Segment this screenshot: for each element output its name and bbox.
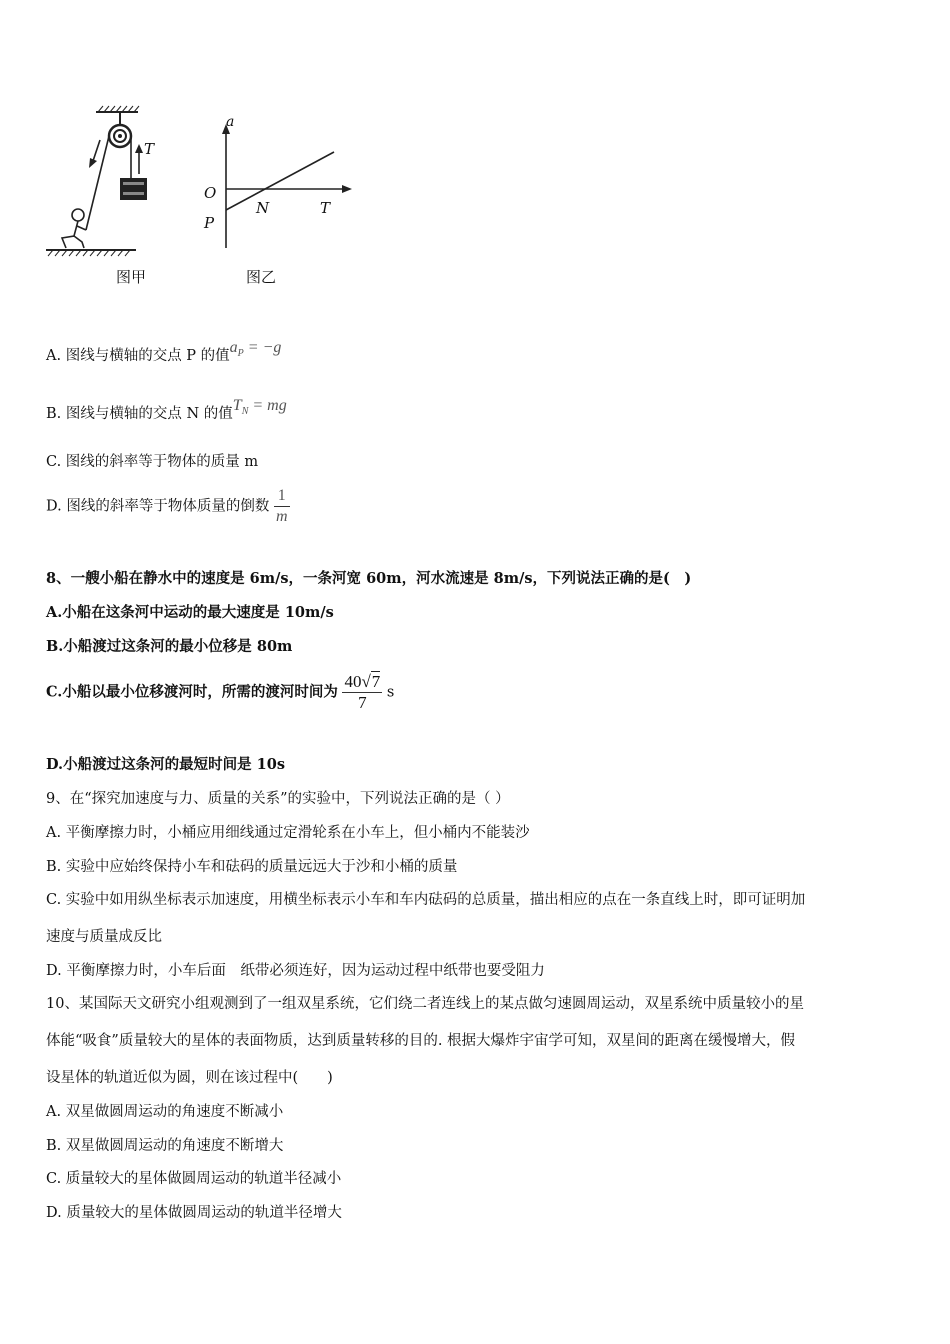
- q8-option-c-unit: s: [386, 684, 395, 701]
- q9-option-b: B. 实验中应始终保持小车和砝码的质量远远大于沙和小桶的质量: [46, 859, 458, 875]
- q7-option-d-fraction: [274, 486, 290, 527]
- figure-caption-left: 图甲: [116, 268, 147, 286]
- q7-option-b-formula: [232, 397, 287, 418]
- q10-option-b: B. 双星做圆周运动的角速度不断增大: [46, 1138, 284, 1154]
- fraction-numerator: 1: [274, 486, 290, 507]
- figure-caption-right: 图乙: [246, 268, 277, 286]
- numerator-radicand: 7: [371, 672, 381, 691]
- q9-option-d: D. 平衡摩擦力时，小车后面 纸带必须连好，因为运动过程中纸带也要受阻力: [46, 963, 545, 979]
- q7-option-c: C. 图线的斜率等于物体的质量 m: [46, 454, 259, 470]
- q8-option-b: B.小船渡过这条河的最小位移是 80m: [46, 638, 293, 655]
- q8-option-c: [46, 672, 394, 713]
- q9-stem: 9、在“探究加速度与力、质量的关系”的实验中，下列说法正确的是（ ）: [46, 791, 510, 807]
- origin-label: O: [204, 184, 217, 202]
- q7-option-b: [46, 397, 287, 430]
- q7-option-d: [46, 486, 290, 527]
- fraction-denominator: m: [275, 508, 288, 525]
- q9-option-c-line1: C. 实验中如用纵坐标表示加速度，用横坐标表示小车和车内砝码的总质量，描出相应的点在一条直线上时，即可证明加: [46, 892, 806, 908]
- formula-main: a: [229, 339, 238, 356]
- q10-stem-line3: 设星体的轨道近似为圆，则在该过程中( ): [46, 1070, 333, 1086]
- axis-t-label: T: [320, 199, 331, 217]
- formula-sub: N: [241, 406, 249, 418]
- q7-option-a-formula: [229, 339, 282, 360]
- numerator-coefficient: 40: [344, 672, 362, 691]
- q9-option-a: A. 平衡摩擦力时，小桶应用细线通过定滑轮系在小车上，但小桶内不能装沙: [46, 825, 530, 841]
- axis-a-label: a: [226, 114, 235, 130]
- point-n-label: N: [256, 199, 270, 217]
- formula-rest: = −g: [243, 339, 282, 356]
- q8-option-a: A.小船在这条河中运动的最大速度是 10m/s: [46, 604, 334, 621]
- tension-label: T: [144, 140, 155, 158]
- q7-option-d-text: D. 图线的斜率等于物体质量的倒数: [46, 498, 270, 515]
- formula-rest: = mg: [248, 397, 287, 414]
- q9-option-c-line2: 速度与质量成反比: [46, 929, 162, 945]
- q10-option-c: C. 质量较大的星体做圆周运动的轨道半径减小: [46, 1171, 342, 1187]
- q7-option-a: [46, 339, 282, 372]
- q10-stem-line1: 10、某国际天文研究小组观测到了一组双星系统，它们绕二者连线上的某点做匀速圆周运动，双星系统中质量较小的星: [46, 996, 804, 1012]
- q10-stem-line2: 体能“吸食”质量较大的星体的表面物质，达到质量转移的目的. 根据大爆炸宇宙学可知，双星间的距离在缓慢增大，假: [46, 1033, 796, 1049]
- q8-option-d: D.小船渡过这条河的最短时间是 10s: [46, 756, 285, 773]
- formula-main: T: [232, 397, 242, 414]
- q7-option-b-text: B. 图线与横轴的交点 N 的值: [46, 406, 233, 422]
- q7-option-a-text: A. 图线与横轴的交点 P 的值: [46, 348, 230, 364]
- q8-option-c-fraction: [342, 672, 382, 713]
- fraction-numerator: 40√7: [344, 672, 381, 691]
- fraction-denominator: 7: [358, 693, 367, 712]
- physics-figure: [40, 100, 380, 300]
- q10-option-d: D. 质量较大的星体做圆周运动的轨道半径增大: [46, 1205, 342, 1221]
- q8-stem: 8、一艘小船在静水中的速度是 6m/s，一条河宽 60m，河水流速是 8m/s，下列说法正确的是( ): [46, 570, 692, 587]
- q10-option-a: A. 双星做圆周运动的角速度不断减小: [46, 1104, 284, 1120]
- point-p-label: P: [204, 214, 215, 232]
- formula-sub: P: [237, 348, 244, 360]
- q8-option-c-text: C.小船以最小位移渡河时，所需的渡河时间为: [46, 683, 338, 701]
